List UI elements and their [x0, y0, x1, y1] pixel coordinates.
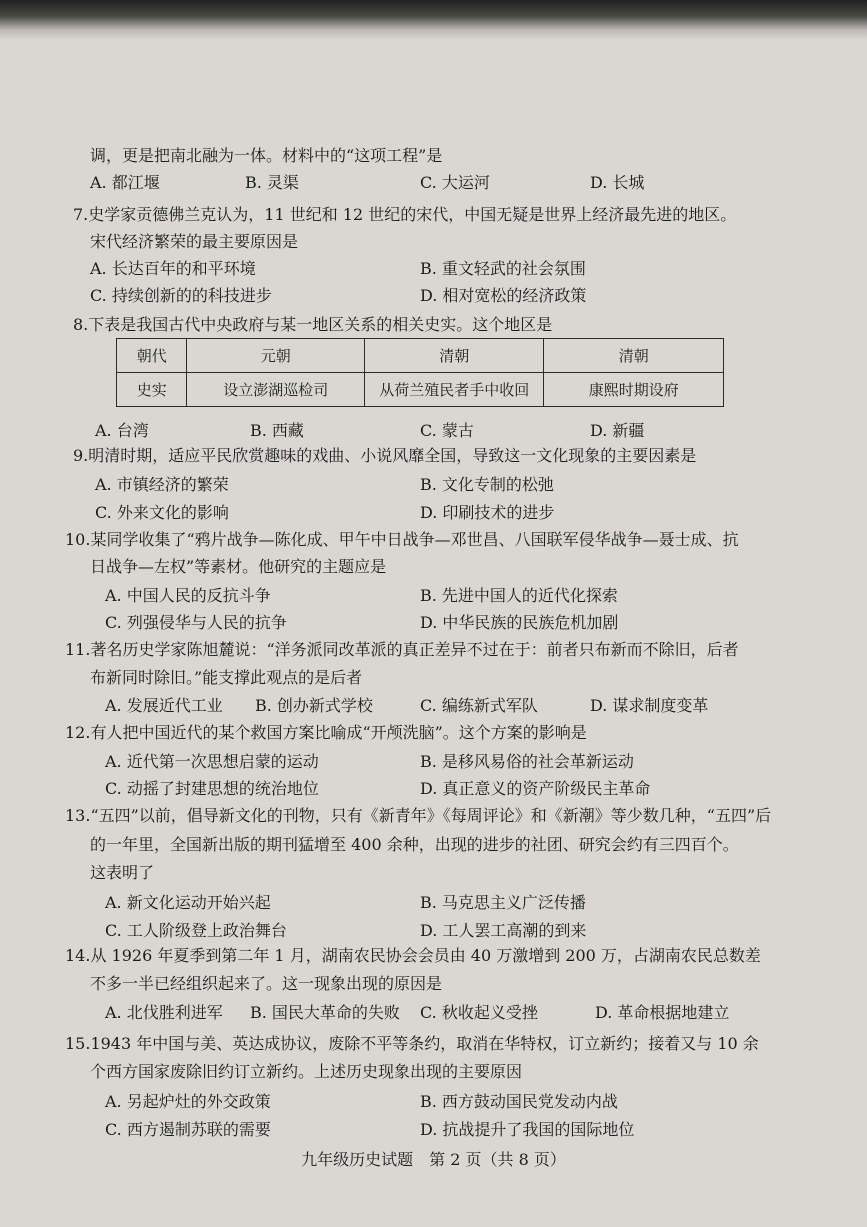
answer-option: A. 都江堰	[90, 173, 160, 192]
answer-option: C. 列强侵华与人民的抗争	[105, 613, 287, 632]
answer-option: C. 蒙古	[420, 421, 474, 440]
question-text-line: 15.1943 年中国与美、英达成协议，废除不平等条约，取消在华特权，订立新约；接着又与 10 余	[65, 1034, 759, 1053]
answer-option: C. 西方遏制苏联的需要	[105, 1120, 271, 1139]
answer-option: D. 相对宽松的经济政策	[420, 286, 587, 305]
answer-option: C. 大运河	[420, 173, 490, 192]
table-cell: 设立澎湖巡检司	[187, 373, 365, 407]
answer-option: D. 抗战提升了我国的国际地位	[420, 1120, 635, 1139]
answer-option: D. 印刷技术的进步	[420, 503, 555, 522]
question-text-line: 12.有人把中国近代的某个救国方案比喻成“开颅洗脑”。这个方案的影响是	[65, 723, 587, 742]
history-facts-table	[116, 338, 724, 407]
table-header-cell: 清朝	[544, 339, 724, 373]
answer-option: B. 文化专制的松弛	[420, 475, 554, 494]
table-cell: 从荷兰殖民者手中收回	[364, 373, 543, 407]
question-text-line: 7.史学家贡德佛兰克认为，11 世纪和 12 世纪的宋代，中国无疑是世界上经济最先进的地区。	[73, 205, 737, 224]
answer-option: B. 西藏	[250, 421, 304, 440]
answer-option: A. 长达百年的和平环境	[90, 259, 256, 278]
answer-option: A. 新文化运动开始兴起	[105, 893, 271, 912]
answer-option: A. 另起炉灶的外交政策	[105, 1092, 271, 1111]
answer-option: C. 秋收起义受挫	[420, 1003, 538, 1022]
answer-option: A. 台湾	[95, 421, 149, 440]
table-header-cell: 元朝	[187, 339, 365, 373]
table-cell: 史实	[117, 373, 187, 407]
answer-option: D. 真正意义的资产阶级民主革命	[420, 779, 651, 798]
question-text-line: 个西方国家废除旧约订立新约。上述历史现象出现的主要原因	[90, 1062, 523, 1081]
table-header-cell: 清朝	[364, 339, 543, 373]
answer-option: A. 中国人民的反抗斗争	[105, 586, 271, 605]
table-row	[117, 339, 724, 373]
table-row	[117, 373, 724, 407]
table-cell: 康熙时期设府	[544, 373, 724, 407]
answer-option: A. 发展近代工业	[105, 696, 223, 715]
answer-option: C. 持续创新的的科技进步	[90, 286, 272, 305]
question-text-line: 13.“五四”以前，倡导新文化的刊物，只有《新青年》《每周评论》和《新潮》等少数几种，“五四”后	[65, 806, 772, 825]
answer-option: B. 国民大革命的失败	[250, 1003, 400, 1022]
question-text-line: 9.明清时期，适应平民欣赏趣味的戏曲、小说风靡全国，导致这一文化现象的主要因素是	[73, 446, 697, 465]
answer-option: D. 革命根据地建立	[595, 1003, 730, 1022]
answer-option: C. 工人阶级登上政治舞台	[105, 921, 287, 940]
question-text-line: 14.从 1926 年夏季到第二年 1 月，湖南农民协会会员由 40 万激增到 200 万，占湖南农民总数差	[65, 946, 761, 965]
answer-option: D. 新疆	[590, 421, 645, 440]
answer-option: D. 中华民族的民族危机加剧	[420, 613, 619, 632]
answer-option: B. 重文轻武的社会氛围	[420, 259, 586, 278]
answer-option: B. 西方鼓动国民党发动内战	[420, 1092, 618, 1111]
question-text-line: 11.著名历史学家陈旭麓说：“洋务派同改革派的真正差异不过在于：前者只布新而不除旧，后者	[65, 640, 739, 659]
answer-option: A. 市镇经济的繁荣	[95, 475, 229, 494]
question-text-line: 8.下表是我国古代中央政府与某一地区关系的相关史实。这个地区是	[73, 315, 553, 334]
question-text-line: 这表明了	[90, 863, 155, 882]
answer-option: A. 北伐胜利进军	[105, 1003, 223, 1022]
answer-option: C. 编练新式军队	[420, 696, 538, 715]
answer-option: D. 工人罢工高潮的到来	[420, 921, 587, 940]
page-footer: 九年级历史试题 第 2 页（共 8 页）	[301, 1150, 566, 1169]
question-text-line: 10.某同学收集了“鸦片战争—陈化成、甲午中日战争—邓世昌、八国联军侵华战争—聂士成、抗	[65, 530, 739, 549]
answer-option: B. 先进中国人的近代化探索	[420, 586, 618, 605]
question-text-line: 的一年里，全国新出版的期刊猛增至 400 余种，出现的进步的社团、研究会约有三四百个。	[90, 835, 739, 854]
answer-option: D. 谋求制度变革	[590, 696, 709, 715]
answer-option: D. 长城	[590, 173, 645, 192]
question-text-line: 调，更是把南北融为一体。材料中的“这项工程”是	[90, 146, 443, 165]
table-header-cell: 朝代	[117, 339, 187, 373]
answer-option: C. 外来文化的影响	[95, 503, 229, 522]
question-text-line: 日战争—左权”等素材。他研究的主题应是	[90, 557, 387, 576]
answer-option: A. 近代第一次思想启蒙的运动	[105, 752, 319, 771]
question-text-line: 宋代经济繁荣的最主要原因是	[90, 232, 299, 251]
answer-option: B. 马克思主义广泛传播	[420, 893, 586, 912]
answer-option: B. 是移风易俗的社会革新运动	[420, 752, 634, 771]
answer-option: C. 动摇了封建思想的统治地位	[105, 779, 319, 798]
answer-option: B. 创办新式学校	[255, 696, 373, 715]
question-text-line: 布新同时除旧。”能支撑此观点的是后者	[90, 668, 363, 687]
answer-option: B. 灵渠	[245, 173, 299, 192]
question-text-line: 不多一半已经组织起来了。这一现象出现的原因是	[90, 974, 443, 993]
